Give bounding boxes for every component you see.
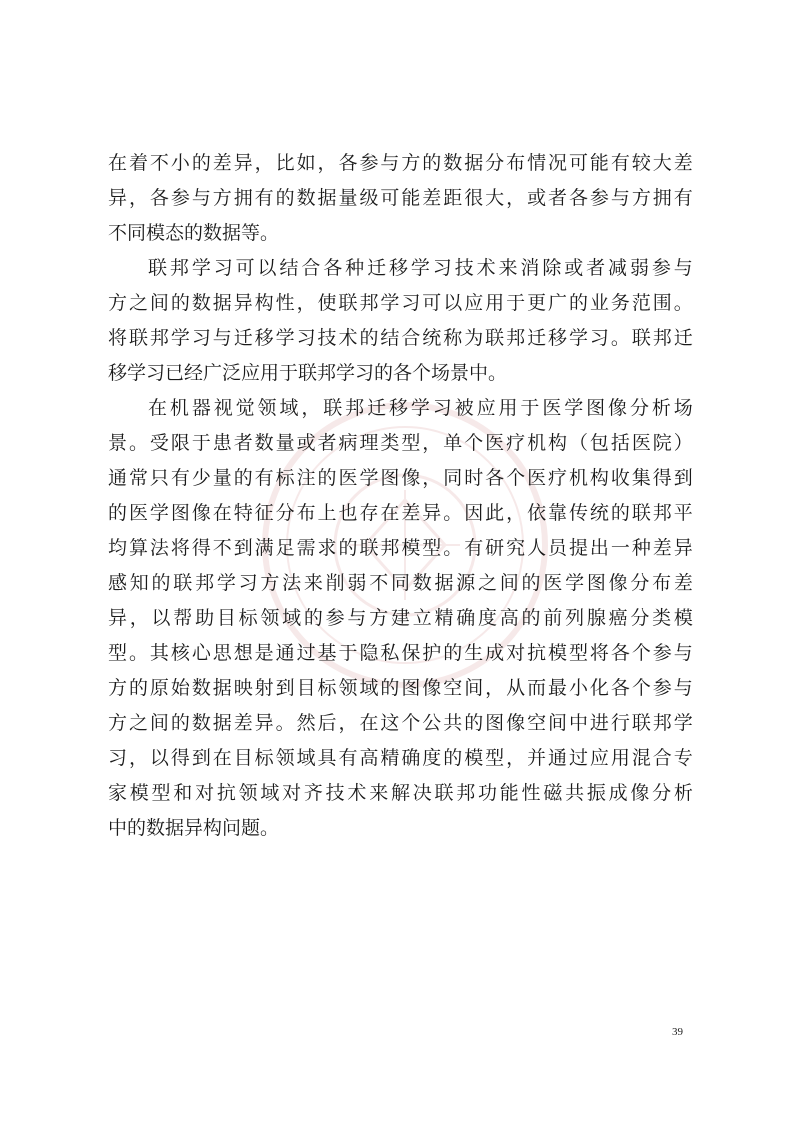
text-line: 方 之 间 的 数 据 异 构 性 ， 使 联 邦 学 习 可 以 应 用 于 更 广 的 业 务 范 围 。 [108, 292, 693, 314]
text-line: 的 医 学 图 像 在 特 征 分 布 上 也 存 在 差 异 。 因 此 ， 依 靠 传 统 的 联 邦 平 [108, 502, 693, 524]
text-line: 型 。 其 核 心 思 想 是 通 过 基 于 隐 私 保 护 的 生 成 对 抗 模 型 将 各 个 参 与 [108, 642, 693, 664]
text-line: 方 的 原 始 数 据 映 射 到 目 标 领 域 的 图 像 空 间 ， 从 而 最 小 化 各 个 参 与 [108, 677, 693, 699]
text-line: 联 邦 学 习 可 以 结 合 各 种 迁 移 学 习 技 术 来 消 除 或 者 减 弱 参 与 [148, 257, 693, 279]
text-line: 中的数据异构问题。 [108, 817, 280, 839]
text-line: 习 ， 以 得 到 在 目 标 领 域 具 有 高 精 确 度 的 模 型 ， 并 通 过 应 用 混 合 专 [108, 747, 693, 769]
page-number: 39 [672, 1026, 683, 1038]
text-line: 异 ， 以 帮 助 目 标 领 域 的 参 与 方 建 立 精 确 度 高 的 前 列 腺 癌 分 类 模 [108, 607, 693, 629]
text-line: 感 知 的 联 邦 学 习 方 法 来 削 弱 不 同 数 据 源 之 间 的 医 学 图 像 分 布 差 [108, 572, 693, 594]
text-line: 异 ， 各 参 与 方 拥 有 的 数 据 量 级 可 能 差 距 很 大 ， 或 者 各 参 与 方 拥 有 [108, 187, 693, 209]
text-line: 移学习已经广泛应用于联邦学习的各个场景中。 [108, 362, 508, 384]
text-line: 家 模 型 和 对 抗 领 域 对 齐 技 术 来 解 决 联 邦 功 能 性 磁 共 振 成 像 分 析 [108, 782, 693, 804]
text-line: 均 算 法 将 得 不 到 满 足 需 求 的 联 邦 模 型 。 有 研 究 人 员 提 出 一 种 差 异 [108, 537, 693, 559]
paragraph [108, 391, 693, 846]
text-line: 通 常 只 有 少 量 的 有 标 注 的 医 学 图 像 ， 同 时 各 个 医 疗 机 构 收 集 得 到 [108, 467, 693, 489]
text-line: 在 机 器 视 觉 领 域 ， 联 邦 迁 移 学 习 被 应 用 于 医 学 图 像 分 析 场 [148, 397, 693, 419]
text-line: 不同模态的数据等。 [108, 222, 280, 244]
text-line: 景 。 受 限 于 患 者 数 量 或 者 病 理 类 型 ， 单 个 医 疗 机 构 （ 包 括 医 院 ） [108, 432, 693, 454]
text-line: 将 联 邦 学 习 与 迁 移 学 习 技 术 的 结 合 统 称 为 联 邦 迁 移 学 习 。 联 邦 迁 [108, 327, 693, 349]
paragraph [108, 146, 693, 251]
text-line: 方 之 间 的 数 据 差 异 。 然 后 ， 在 这 个 公 共 的 图 像 空 间 中 进 行 联 邦 学 [108, 712, 693, 734]
paragraph [108, 251, 693, 391]
text-line: 在 着 不 小 的 差 异 ， 比 如 ， 各 参 与 方 的 数 据 分 布 情 况 可 能 有 较 大 差 [108, 152, 693, 174]
document-body [108, 146, 693, 846]
